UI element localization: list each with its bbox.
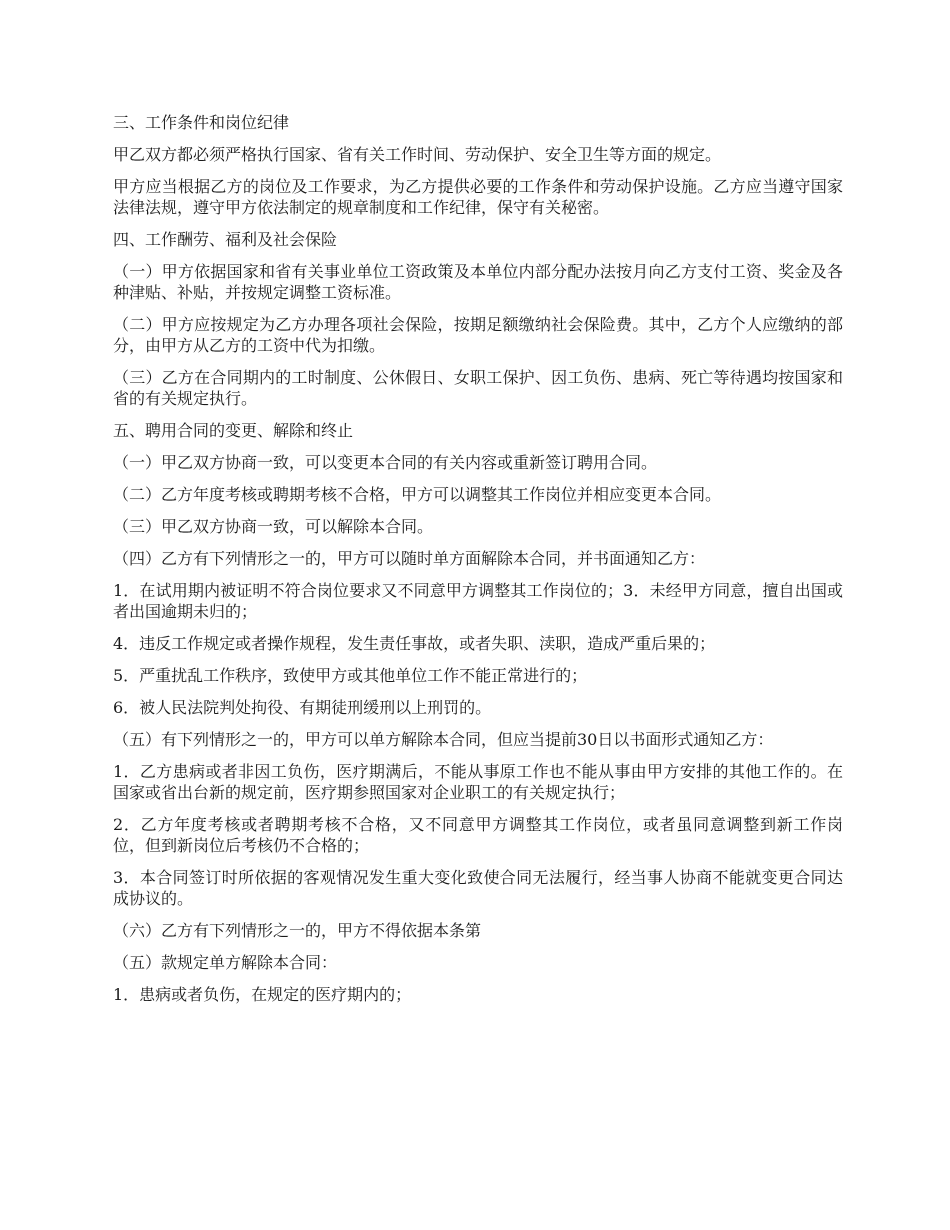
numbered-item: 4．违反工作规定或者操作规程，发生责任事故，或者失职、渎职，造成严重后果的； <box>113 634 716 653</box>
numbered-item: 5．严重扰乱工作秩序，致使甲方或其他单位工作不能正常进行的； <box>113 666 588 685</box>
clause-item: （四）乙方有下列情形之一的，甲方可以随时单方面解除本合同，并书面通知乙方： <box>113 549 706 568</box>
clause-item: （五）款规定单方解除本合同： <box>113 953 338 972</box>
clause-item: （五）有下列情形之一的，甲方可以单方解除本合同，但应当提前30日以书面形式通知乙方： <box>113 730 774 749</box>
clause-item: （一）甲乙双方协商一致，可以变更本合同的有关内容或重新签订聘用合同。 <box>113 453 658 472</box>
numbered-item: 1．乙方患病或者非因工负伤，医疗期满后，不能从事原工作也不能从事由甲方安排的其他工作的。在国家或省出台新的规定前，医疗期参照国家对企业职工的有关规定执行； <box>113 762 843 802</box>
numbered-item: 6．被人民法院判处拘役、有期徒刑缓刑以上刑罚的。 <box>113 698 492 717</box>
document-body <box>113 112 843 1016</box>
clause-item: （二）乙方年度考核或聘期考核不合格，甲方可以调整其工作岗位并相应变更本合同。 <box>113 485 722 504</box>
section-heading-5: 五、聘用合同的变更、解除和终止 <box>113 421 354 440</box>
clause-item: （一）甲方依据国家和省有关事业单位工资政策及本单位内部分配办法按月向乙方支付工资、奖金及各种津贴、补贴，并按规定调整工资标准。 <box>113 262 843 302</box>
numbered-item: 1．在试用期内被证明不符合岗位要求又不同意甲方调整其工作岗位的；3．未经甲方同意，擅自出国或者出国逾期未归的； <box>113 581 843 621</box>
clause-item: （二）甲方应按规定为乙方办理各项社会保险，按期足额缴纳社会保险费。其中，乙方个人应缴纳的部分，由甲方从乙方的工资中代为扣缴。 <box>113 315 843 355</box>
clause-item: （三）甲乙双方协商一致，可以解除本合同。 <box>113 517 434 536</box>
numbered-item: 3．本合同签订时所依据的客观情况发生重大变化致使合同无法履行，经当事人协商不能就变更合同达成协议的。 <box>113 868 843 908</box>
section-heading-4: 四、工作酬劳、福利及社会保险 <box>113 230 338 249</box>
paragraph: 甲方应当根据乙方的岗位及工作要求，为乙方提供必要的工作条件和劳动保护设施。乙方应当遵守国家法律法规，遵守甲方依法制定的规章制度和工作纪律，保守有关秘密。 <box>113 177 843 217</box>
numbered-item: 1．患病或者负伤，在规定的医疗期内的； <box>113 985 412 1004</box>
section-heading-3: 三、工作条件和岗位纪律 <box>113 113 290 132</box>
paragraph: 甲乙双方都必须严格执行国家、省有关工作时间、劳动保护、安全卫生等方面的规定。 <box>113 145 722 164</box>
numbered-item: 2．乙方年度考核或者聘期考核不合格，又不同意甲方调整其工作岗位，或者虽同意调整到新工作岗位，但到新岗位后考核仍不合格的； <box>113 815 843 855</box>
clause-item: （六）乙方有下列情形之一的，甲方不得依据本条第 <box>113 921 482 940</box>
clause-item: （三）乙方在合同期内的工时制度、公休假日、女职工保护、因工负伤、患病、死亡等待遇均按国家和省的有关规定执行。 <box>113 368 843 408</box>
